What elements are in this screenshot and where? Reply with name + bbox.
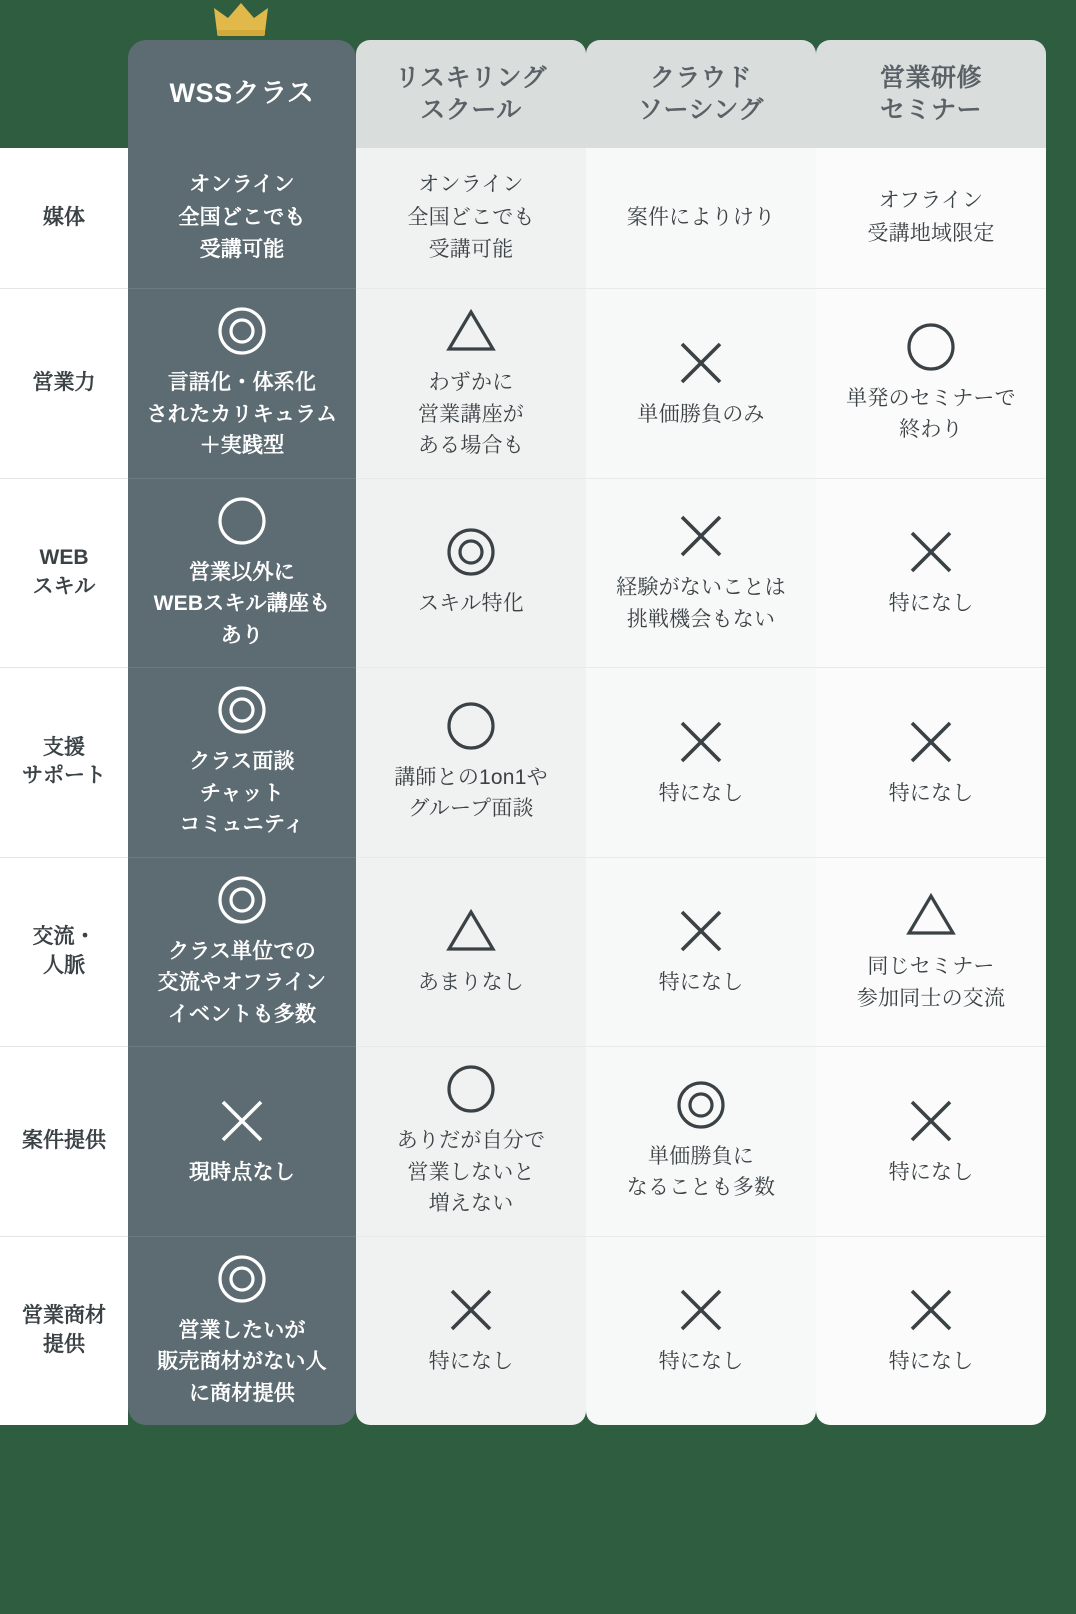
cell-note: 特になし <box>428 1350 514 1373</box>
cell-content <box>128 479 356 668</box>
cell-note: 講師との1on1や グループ面談 <box>394 765 548 821</box>
cell-content <box>816 305 1046 462</box>
cell-note: 案件によりけり <box>626 205 776 229</box>
cell-content <box>816 1268 1046 1394</box>
row-label: 媒体 <box>0 148 128 289</box>
cell-content <box>816 148 1046 288</box>
cell-seminar <box>816 668 1046 858</box>
triangle-icon <box>445 905 497 957</box>
cell-note: わずかに 営業講座が ある場合も <box>417 371 525 457</box>
table-row <box>0 478 1046 668</box>
cell-seminar <box>816 1236 1046 1425</box>
cell-note: 同じセミナー 参加同士の交流 <box>856 955 1006 1010</box>
cell-note: スキル特化 <box>418 592 524 615</box>
comparison-table-wrap <box>0 40 1046 1600</box>
header-col-reskill: リスキリング スクール <box>356 40 586 148</box>
cell-content <box>586 148 816 288</box>
circle-icon <box>445 1063 497 1115</box>
cell-content <box>356 889 586 1015</box>
cell-note: 特になし <box>658 781 744 805</box>
cell-note: オンライン 全国どこでも 受講可能 <box>178 173 306 262</box>
cell-content <box>816 510 1046 636</box>
row-label: 案件提供 <box>0 1047 128 1237</box>
cell-seminar <box>816 478 1046 668</box>
cross-icon <box>216 1095 268 1147</box>
header-col-seminar: 営業研修 セミナー <box>816 40 1046 148</box>
table-row <box>0 289 1046 479</box>
cell-content <box>586 1268 816 1394</box>
double-circle-icon <box>216 684 268 736</box>
cell-crowd <box>586 289 816 479</box>
cell-note: 特になし <box>888 781 974 805</box>
row-label: 交流・ 人脈 <box>0 857 128 1047</box>
cell-reskill <box>356 1236 586 1425</box>
cell-note: オンライン 全国どこでも 受講可能 <box>407 173 535 262</box>
cell-content <box>128 148 356 288</box>
row-label: 支援 サポート <box>0 668 128 858</box>
cell-note: 特になし <box>888 1160 974 1184</box>
crown-icon <box>211 0 271 36</box>
cell-content <box>128 1079 356 1205</box>
double-circle-icon <box>675 1079 727 1131</box>
cell-content <box>356 510 586 636</box>
cell-content <box>816 700 1046 826</box>
double-circle-icon <box>216 874 268 926</box>
cross-icon <box>675 1284 727 1336</box>
cell-content <box>816 1079 1046 1205</box>
cell-content <box>128 1237 356 1426</box>
circle-icon <box>445 700 497 752</box>
cell-reskill <box>356 289 586 479</box>
table-row <box>0 148 1046 289</box>
triangle-icon <box>905 889 957 941</box>
cell-note: 単価勝負のみ <box>637 402 765 426</box>
double-circle-icon <box>216 1253 268 1305</box>
row-label: 営業力 <box>0 289 128 479</box>
cell-content <box>356 289 586 478</box>
circle-icon <box>216 495 268 547</box>
cell-note: オフライン 受講地域限定 <box>867 189 995 245</box>
cell-note: 単価勝負に なることも多数 <box>626 1144 776 1200</box>
circle-icon <box>905 321 957 373</box>
cell-content <box>586 494 816 651</box>
cell-wss <box>128 668 356 858</box>
cross-icon <box>905 526 957 578</box>
comparison-table <box>0 40 1046 1425</box>
double-circle-icon <box>445 526 497 578</box>
cell-note: 特になし <box>888 592 974 615</box>
table-row <box>0 668 1046 858</box>
table-body <box>0 148 1046 1425</box>
cell-wss <box>128 857 356 1047</box>
table-header <box>0 40 1046 148</box>
cross-icon <box>905 1095 957 1147</box>
cell-seminar <box>816 148 1046 289</box>
cell-note: 単発のセミナーで 終わり <box>846 386 1016 442</box>
cell-crowd <box>586 1236 816 1425</box>
cross-icon <box>675 905 727 957</box>
cell-note: 特になし <box>658 971 744 994</box>
cell-wss <box>128 478 356 668</box>
cell-note: あまりなし <box>417 971 525 994</box>
table-row <box>0 857 1046 1047</box>
row-label: WEB スキル <box>0 478 128 668</box>
cell-content <box>586 889 816 1015</box>
table-row <box>0 1236 1046 1425</box>
cell-seminar <box>816 1047 1046 1237</box>
cell-seminar <box>816 289 1046 479</box>
cell-content <box>356 148 586 288</box>
cell-content <box>586 1063 816 1220</box>
cell-note: 現時点なし <box>188 1160 296 1184</box>
row-label: 営業商材 提供 <box>0 1236 128 1425</box>
cell-note: 経験がないことは 挑戦機会もない <box>616 576 786 631</box>
cell-wss <box>128 1047 356 1237</box>
double-circle-icon <box>216 305 268 357</box>
cross-icon <box>675 337 727 389</box>
cell-crowd <box>586 668 816 858</box>
cell-wss <box>128 289 356 479</box>
cell-note: 営業以外に WEBスキル講座も あり <box>153 560 331 647</box>
cell-note: 言語化・体系化 されたカリキュラム ＋実践型 <box>146 371 338 457</box>
cell-seminar <box>816 857 1046 1047</box>
triangle-icon <box>445 305 497 357</box>
cell-wss <box>128 1236 356 1425</box>
header-col-wss: WSSクラス <box>128 40 356 148</box>
table-row <box>0 1047 1046 1237</box>
cell-reskill <box>356 857 586 1047</box>
cross-icon <box>905 716 957 768</box>
header-blank <box>0 40 128 148</box>
cross-icon <box>675 510 727 562</box>
cell-content <box>128 858 356 1047</box>
cell-content <box>356 1268 586 1394</box>
cross-icon <box>905 1284 957 1336</box>
cell-content <box>356 684 586 841</box>
header-col-crowd: クラウド ソーシング <box>586 40 816 148</box>
cell-content <box>586 321 816 447</box>
cell-reskill <box>356 148 586 289</box>
cell-crowd <box>586 478 816 668</box>
cell-note: クラス面談 チャット コミュニティ <box>179 750 305 836</box>
cell-reskill <box>356 668 586 858</box>
cell-content <box>356 1047 586 1236</box>
cross-icon <box>445 1284 497 1336</box>
cell-note: クラス単位での 交流やオフライン イベントも多数 <box>157 939 327 1026</box>
cell-reskill <box>356 1047 586 1237</box>
cell-crowd <box>586 857 816 1047</box>
cell-content <box>586 700 816 826</box>
cross-icon <box>675 716 727 768</box>
cell-crowd <box>586 148 816 289</box>
cell-content <box>816 873 1046 1030</box>
cell-note: 営業したいが 販売商材がない人 に商材提供 <box>157 1318 327 1405</box>
cell-crowd <box>586 1047 816 1237</box>
cell-reskill <box>356 478 586 668</box>
cell-note: 特になし <box>658 1350 744 1373</box>
cell-content <box>128 289 356 478</box>
cell-note: 特になし <box>888 1350 974 1373</box>
cell-note: ありだが自分で 営業しないと 増えない <box>396 1129 546 1215</box>
cell-wss <box>128 148 356 289</box>
cell-content <box>128 668 356 857</box>
